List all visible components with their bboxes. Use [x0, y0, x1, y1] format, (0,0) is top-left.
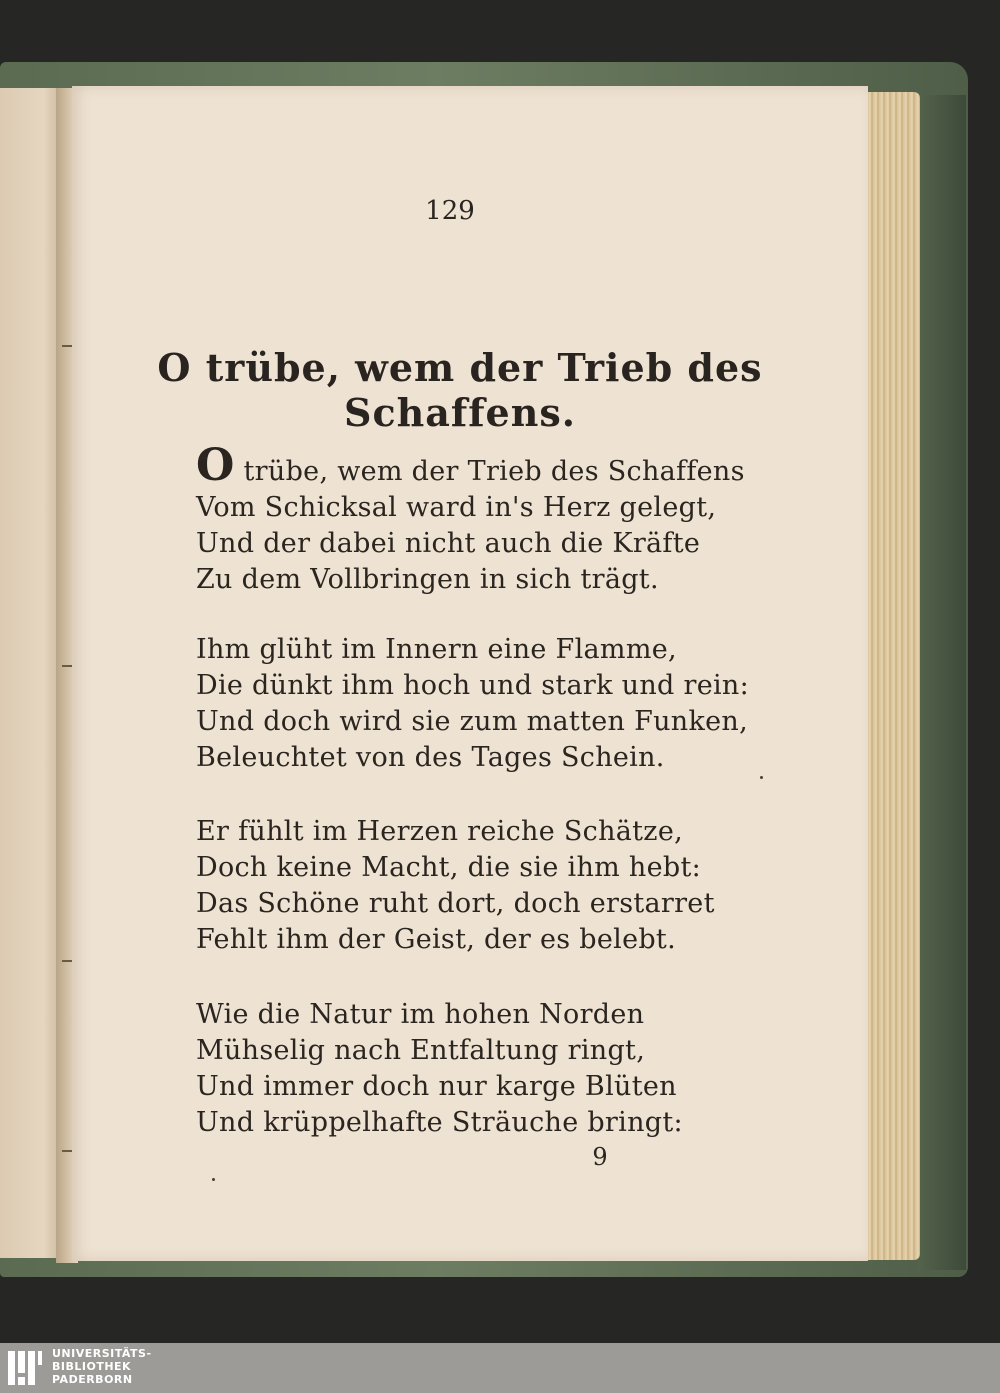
poem-line: Und immer doch nur karge Blüten [196, 1071, 677, 1102]
poem-line-text: trübe, wem der Trieb des Schaffens [243, 456, 745, 487]
ink-speck [212, 1178, 215, 1181]
stanza-4 [196, 997, 756, 1141]
poem-line: Und doch wird sie zum matten Funken, [196, 706, 748, 737]
poem-line [196, 440, 756, 491]
poem-title: O trübe, wem der Trieb des Schaffens. [157, 345, 763, 435]
library-name-line: PADERBORN [52, 1373, 133, 1386]
binding-thread [62, 960, 72, 962]
poem-line: Wie die Natur im hohen Norden [196, 999, 645, 1030]
library-name-line: UNIVERSITÄTS- [52, 1347, 152, 1360]
poem-line: Mühselig nach Entfaltung ringt, [196, 1035, 646, 1066]
poem-line: Vom Schicksal ward in's Herz gelegt, [196, 492, 717, 523]
poem-line: Er fühlt im Herzen reiche Schätze, [196, 816, 683, 847]
stanza-3 [196, 814, 756, 958]
page-number: 129 [425, 196, 475, 226]
drop-cap: O [196, 440, 235, 491]
binding-thread [62, 1150, 72, 1152]
left-page-edge [0, 88, 62, 1258]
poem-line: Fehlt ihm der Geist, der es belebt. [196, 924, 676, 955]
poem-line: Das Schöne ruht dort, doch erstarret [196, 888, 715, 919]
footer-bar [0, 1343, 1000, 1393]
poem-line: Zu dem Vollbringen in sich trägt. [196, 564, 659, 595]
poem-line: Ihm glüht im Innern eine Flamme, [196, 634, 677, 665]
library-name [52, 1347, 152, 1386]
poem-line: Die dünkt ihm hoch und stark und rein: [196, 670, 749, 701]
page-block-edges [862, 92, 920, 1260]
poem-line: Und krüppelhafte Sträuche bringt: [196, 1107, 683, 1138]
stanza-1 [196, 440, 756, 598]
signature-mark: 9 [592, 1143, 608, 1171]
ink-speck [760, 776, 763, 779]
university-library-logo-icon [6, 1349, 44, 1387]
poem-line: Doch keine Macht, die sie ihm hebt: [196, 852, 702, 883]
poem-line: Und der dabei nicht auch die Kräfte [196, 528, 701, 559]
poem-line: Beleuchtet von des Tages Schein. [196, 742, 665, 773]
library-name-line: BIBLIOTHEK [52, 1360, 132, 1373]
binding-thread [62, 665, 72, 667]
book-cover-edge [918, 95, 966, 1270]
stanza-2 [196, 632, 756, 776]
binding-thread [62, 345, 72, 347]
